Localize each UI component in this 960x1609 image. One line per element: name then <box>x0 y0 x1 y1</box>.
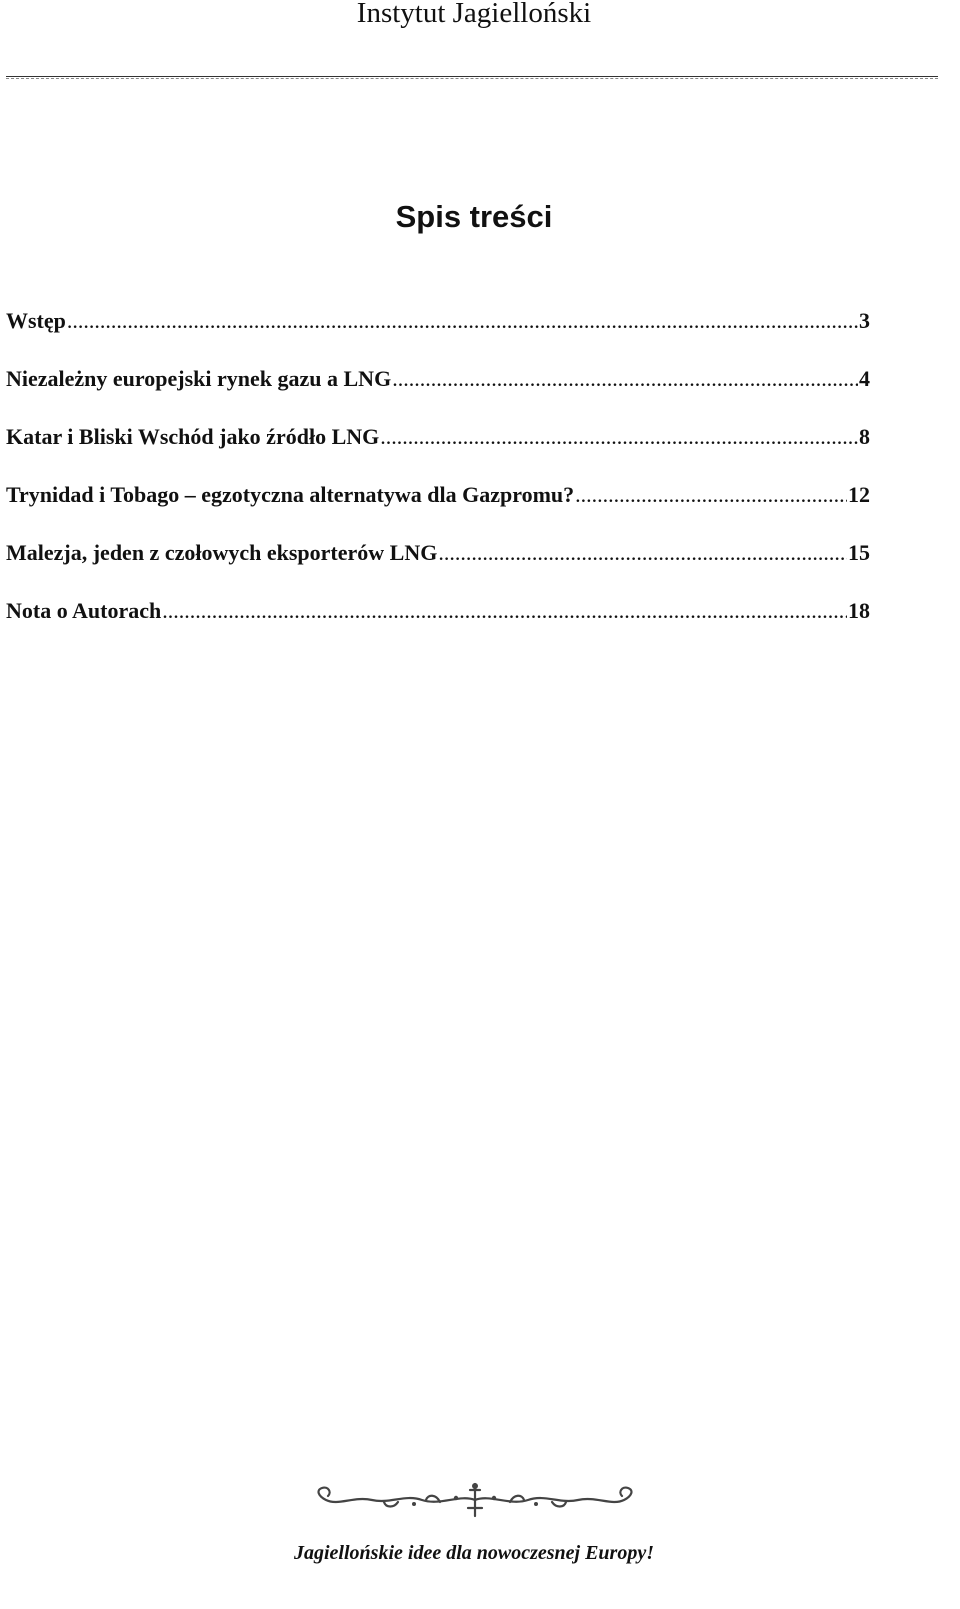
toc-entry-page: 18 <box>848 598 870 623</box>
toc-dot-leader <box>380 424 858 450</box>
toc-entry[interactable] <box>6 540 870 598</box>
table-of-contents <box>6 308 870 656</box>
toc-dot-leader <box>67 308 858 334</box>
toc-dot-leader <box>438 540 847 566</box>
toc-entry-page: 15 <box>848 540 870 565</box>
toc-entry-label: Nota o Autorach <box>6 598 162 623</box>
toc-entry[interactable] <box>6 308 870 366</box>
header-divider-dashed <box>6 78 938 79</box>
header-divider <box>6 76 938 77</box>
toc-entry-label: Trynidad i Tobago – egzotyczna alternatywa dla Gazpromu? <box>6 482 575 507</box>
toc-entry-page: 4 <box>859 366 870 391</box>
toc-entry-page: 3 <box>859 308 870 333</box>
toc-entry[interactable] <box>6 482 870 540</box>
footer-motto: Jagiellońskie idee dla nowoczesnej Europy! <box>294 1542 654 1564</box>
toc-entry-label: Katar i Bliski Wschód jako źródło LNG <box>6 424 380 449</box>
decorative-ornament-icon <box>310 1480 640 1520</box>
toc-entry-label: Wstęp <box>6 308 66 333</box>
toc-entry-label: Malezja, jeden z czołowych eksporterów LNG <box>6 540 438 565</box>
toc-dot-leader <box>162 598 847 624</box>
toc-entry[interactable] <box>6 598 870 656</box>
toc-entry-label: Niezależny europejski rynek gazu a LNG <box>6 366 392 391</box>
toc-entry-page: 8 <box>859 424 870 449</box>
toc-dot-leader <box>392 366 858 392</box>
toc-entry-page: 12 <box>848 482 870 507</box>
toc-title: Spis treści <box>395 199 553 234</box>
toc-dot-leader <box>575 482 847 508</box>
toc-entry[interactable] <box>6 424 870 482</box>
toc-entry[interactable] <box>6 366 870 424</box>
header-title: Instytut Jagielloński <box>356 0 592 29</box>
